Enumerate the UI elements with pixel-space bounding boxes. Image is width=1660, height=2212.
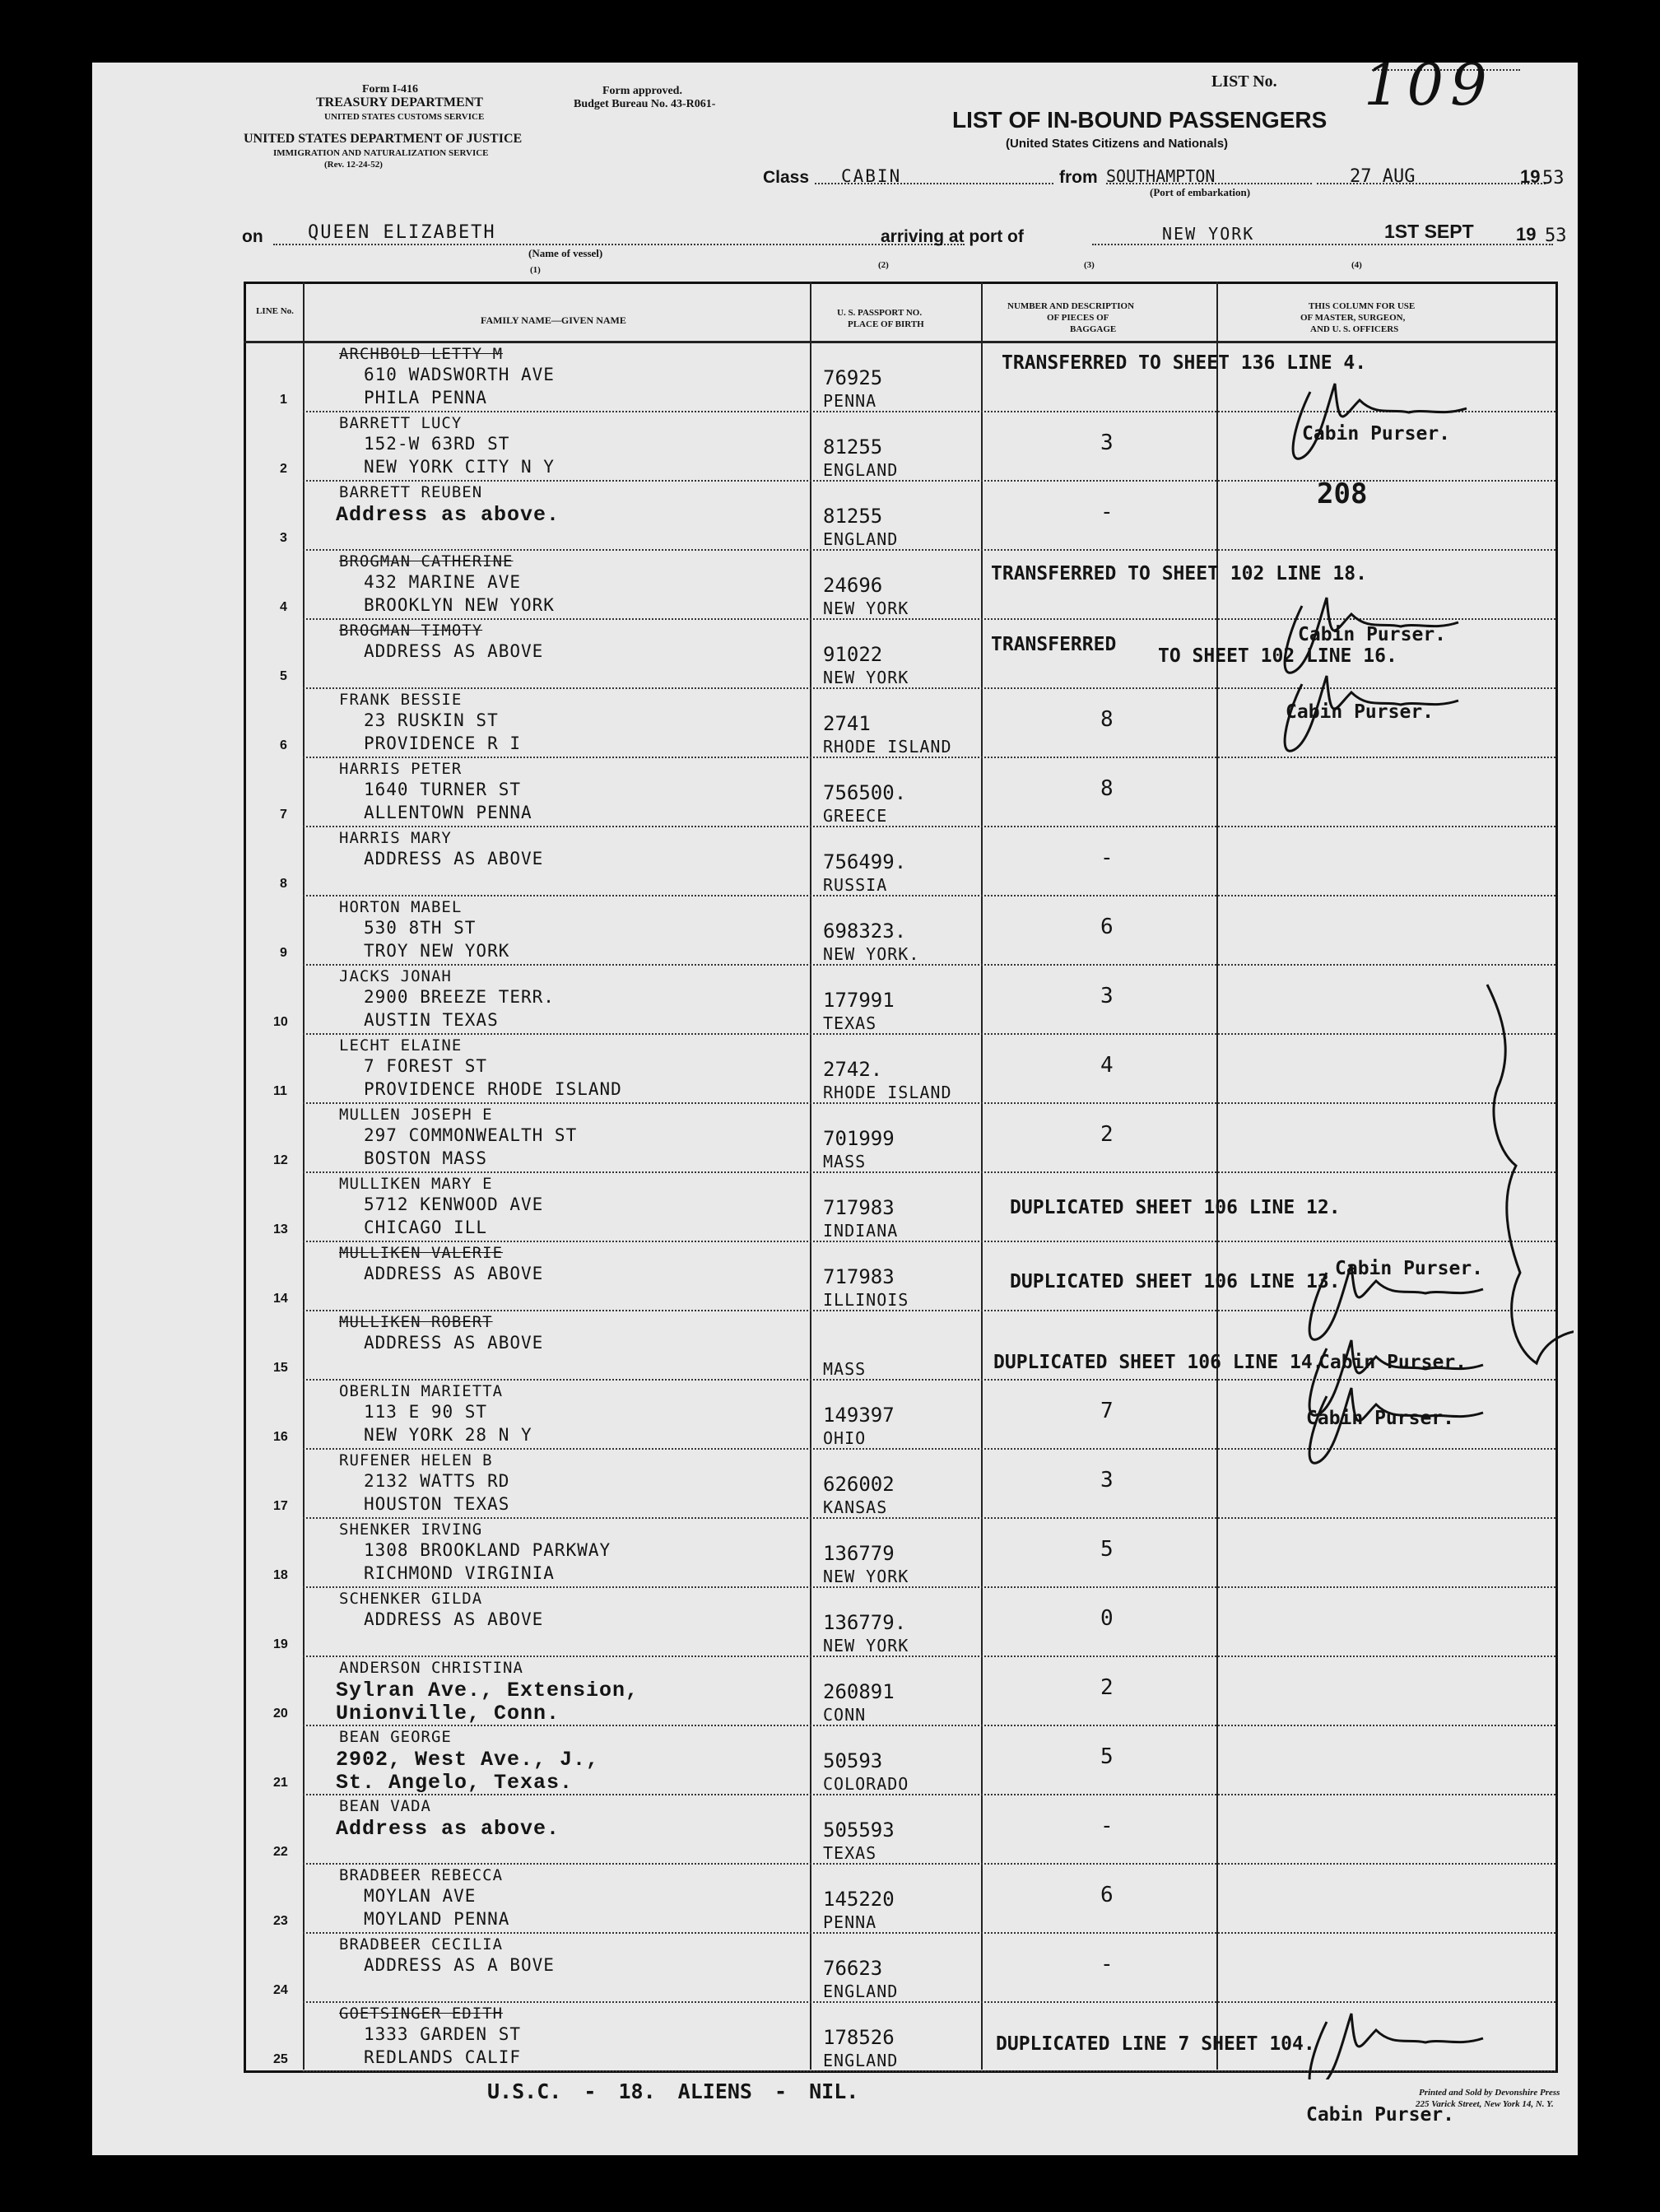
passenger-address-1: 152-W 63RD ST xyxy=(364,434,510,454)
passport-number: 136779 xyxy=(823,1542,895,1565)
line-number: 4 xyxy=(280,600,287,614)
passport-number: 145220 xyxy=(823,1888,895,1911)
passport-number: 717983 xyxy=(823,1265,895,1288)
passenger-address-1: Address as above. xyxy=(336,503,560,527)
passenger-address-1: 113 E 90 ST xyxy=(364,1402,488,1422)
passenger-address-1: 610 WADSWORTH AVE xyxy=(364,365,555,384)
passenger-name: LECHT ELAINE xyxy=(339,1036,463,1055)
document-page xyxy=(92,63,1578,2155)
place-of-birth: CONN xyxy=(823,1705,867,1725)
baggage-count: - xyxy=(1100,500,1114,524)
passenger-address-1: 432 MARINE AVE xyxy=(364,572,522,592)
line-number: 20 xyxy=(273,1707,288,1721)
printer-line-1: Printed and Sold by Devonshire Press xyxy=(1419,2088,1560,2098)
remark-line-13: DUPLICATED SHEET 106 LINE 12. xyxy=(1010,1197,1341,1218)
header-birth: PLACE OF BIRTH xyxy=(848,319,924,329)
baggage-count: 4 xyxy=(1100,1053,1114,1078)
line-number: 19 xyxy=(273,1637,288,1651)
baggage-count: 8 xyxy=(1100,707,1114,732)
depart-year: 53 xyxy=(1542,168,1565,189)
passenger-name: JACKS JONAH xyxy=(339,967,452,985)
header-officer-a: THIS COLUMN FOR USE xyxy=(1309,301,1416,311)
header-line-no: LINE No. xyxy=(256,306,294,316)
arrival-year: 53 xyxy=(1545,226,1567,246)
remark-line-4-purser: Cabin Purser. xyxy=(1298,624,1447,645)
passport-number: 149397 xyxy=(823,1404,895,1427)
remark-line-5-purser: Cabin Purser. xyxy=(1286,701,1434,723)
place-of-birth: ENGLAND xyxy=(823,460,899,480)
baggage-count: 5 xyxy=(1100,1537,1114,1562)
remark-line-25-purser: Cabin Purser. xyxy=(1306,2104,1455,2126)
passenger-name: SCHENKER GILDA xyxy=(339,1590,483,1608)
depart-date: 27 AUG xyxy=(1350,166,1416,187)
passenger-address-1: 297 COMMONWEALTH ST xyxy=(364,1125,578,1145)
baggage-count: 6 xyxy=(1100,915,1114,939)
place-of-birth: NEW YORK xyxy=(823,1636,909,1656)
passenger-name: MULLIKEN MARY E xyxy=(339,1175,493,1193)
line-number: 22 xyxy=(273,1845,288,1859)
line-number: 8 xyxy=(280,877,287,891)
baggage-count: 8 xyxy=(1100,776,1114,801)
passport-number: 136779. xyxy=(823,1611,907,1634)
line-number: 9 xyxy=(280,946,287,960)
baggage-count: 0 xyxy=(1100,1606,1114,1631)
passport-number: 2742. xyxy=(823,1058,883,1081)
place-of-birth: NEW YORK xyxy=(823,598,909,618)
passenger-name: MULLIKEN ROBERT xyxy=(339,1313,493,1331)
header-baggage-a: NUMBER AND DESCRIPTION xyxy=(1007,301,1135,311)
remark-line-1: TRANSFERRED TO SHEET 136 LINE 4. xyxy=(1002,352,1367,374)
passport-number: 756499. xyxy=(823,850,907,873)
remark-line-1-purser: Cabin Purser. xyxy=(1302,423,1451,445)
passenger-address-1: 2900 BREEZE TERR. xyxy=(364,987,555,1007)
budget-bureau: Budget Bureau No. 43-R061- xyxy=(574,98,716,110)
from-label: from xyxy=(1059,168,1098,187)
passport-number: 626002 xyxy=(823,1473,895,1496)
line-number: 3 xyxy=(280,531,287,545)
line-number: 24 xyxy=(273,1983,288,1997)
ins-label: IMMIGRATION AND NATURALIZATION SERVICE xyxy=(273,148,489,158)
baggage-count: 3 xyxy=(1100,1468,1114,1493)
remark-line-15-purser-a: Cabin Purser. xyxy=(1318,1352,1467,1373)
header-baggage-b: OF PIECES OF xyxy=(1047,313,1109,323)
depart-year-prefix: 19 xyxy=(1520,166,1541,187)
passenger-address-1: ADDRESS AS A BOVE xyxy=(364,1955,555,1975)
passenger-name: ARCHBOLD LETTY M xyxy=(339,345,504,363)
passenger-address-2: REDLANDS CALIF xyxy=(364,2047,522,2067)
passenger-address-2: BOSTON MASS xyxy=(364,1148,488,1168)
footer-summary: U.S.C. - 18. ALIENS - NIL. xyxy=(487,2079,859,2103)
passenger-name: BRADBEER REBECCA xyxy=(339,1866,504,1884)
line-number: 6 xyxy=(280,738,287,752)
printer-line-2: 225 Varick Street, New York 14, N. Y. xyxy=(1416,2099,1554,2109)
line-number: 14 xyxy=(273,1292,288,1306)
passport-number: 178526 xyxy=(823,2026,895,2049)
passport-number: 81255 xyxy=(823,435,883,459)
from-value: SOUTHAMPTON xyxy=(1106,166,1216,186)
passenger-address-2: ALLENTOWN PENNA xyxy=(364,803,532,822)
passenger-name: HORTON MABEL xyxy=(339,898,463,916)
rev-label: (Rev. 12-24-52) xyxy=(324,160,383,170)
form-number: Form I-416 xyxy=(362,83,419,95)
passport-number: 76623 xyxy=(823,1957,883,1980)
passenger-name: BRADBEER CECILIA xyxy=(339,1935,504,1954)
line-number: 25 xyxy=(273,2052,288,2066)
remark-line-4: TRANSFERRED TO SHEET 102 LINE 18. xyxy=(991,563,1367,584)
col-marker-1: (1) xyxy=(530,265,541,275)
header-passport: U. S. PASSPORT NO. xyxy=(837,308,923,318)
baggage-count: - xyxy=(1100,1814,1114,1838)
baggage-count: 2 xyxy=(1100,1122,1114,1147)
passport-number: 260891 xyxy=(823,1680,895,1703)
passenger-address-2: CHICAGO ILL xyxy=(364,1218,488,1237)
passenger-address-2: AUSTIN TEXAS xyxy=(364,1010,499,1030)
passenger-address-2: BROOKLYN NEW YORK xyxy=(364,595,555,615)
line-number: 7 xyxy=(280,808,287,822)
class-label: Class xyxy=(763,168,810,187)
port-embark-label: (Port of embarkation) xyxy=(1150,186,1251,198)
class-value: CABIN xyxy=(841,166,902,186)
place-of-birth: NEW YORK xyxy=(823,1567,909,1586)
passenger-address-1: 7 FOREST ST xyxy=(364,1056,488,1076)
remark-line-5: TRANSFERRED xyxy=(991,634,1117,655)
line-number: 5 xyxy=(280,669,287,683)
passenger-address-1: Sylran Ave., Extension, xyxy=(336,1679,639,1702)
line-number: 23 xyxy=(273,1914,288,1928)
passport-number: 81255 xyxy=(823,505,883,528)
passenger-address-1: 2132 WATTS RD xyxy=(364,1471,510,1491)
arrival-year-prefix: 19 xyxy=(1516,224,1537,244)
passenger-address-2: PHILA PENNA xyxy=(364,388,488,407)
form-approved: Form approved. xyxy=(602,85,682,97)
header-baggage-c: BAGGAGE xyxy=(1070,324,1117,334)
passenger-address-1: 1333 GARDEN ST xyxy=(364,2024,522,2044)
header-officer-b: OF MASTER, SURGEON, xyxy=(1300,313,1406,323)
purser-signatures xyxy=(1220,342,1574,2079)
place-of-birth: PENNA xyxy=(823,1912,877,1932)
place-of-birth: MASS xyxy=(823,1359,867,1379)
form-subtitle: (United States Citizens and Nationals) xyxy=(1006,137,1229,151)
col-marker-3: (3) xyxy=(1084,260,1095,270)
line-number: 1 xyxy=(280,393,287,407)
place-of-birth: TEXAS xyxy=(823,1013,877,1033)
passport-number: 717983 xyxy=(823,1196,895,1219)
baggage-count: 7 xyxy=(1100,1399,1114,1423)
passenger-name: SHENKER IRVING xyxy=(339,1520,483,1539)
line-number: 13 xyxy=(273,1222,288,1236)
customs-label: UNITED STATES CUSTOMS SERVICE xyxy=(324,112,485,122)
place-of-birth: OHIO xyxy=(823,1428,867,1448)
on-label: on xyxy=(242,227,263,246)
passenger-address-2: HOUSTON TEXAS xyxy=(364,1494,510,1514)
passenger-address-1: ADDRESS AS ABOVE xyxy=(364,1609,544,1629)
passenger-name: HARRIS PETER xyxy=(339,760,463,778)
passport-number: 50593 xyxy=(823,1749,883,1772)
passport-number: 177991 xyxy=(823,989,895,1012)
passenger-address-1: 1640 TURNER ST xyxy=(364,780,522,799)
arrival-date: 1ST SEPT xyxy=(1384,221,1474,242)
vessel-label: (Name of vessel) xyxy=(528,247,603,259)
passenger-address-2: PROVIDENCE RHODE ISLAND xyxy=(364,1079,622,1099)
line-number: 21 xyxy=(273,1776,288,1790)
passenger-address-2: PROVIDENCE R I xyxy=(364,733,522,753)
passenger-address-2: Unionville, Conn. xyxy=(336,1702,560,1725)
passenger-name: RUFENER HELEN B xyxy=(339,1451,493,1469)
passport-number: 91022 xyxy=(823,643,883,666)
passport-number: 701999 xyxy=(823,1127,895,1150)
passport-number: 2741 xyxy=(823,712,871,735)
passenger-address-1: ADDRESS AS ABOVE xyxy=(364,1333,544,1353)
passenger-address-2: NEW YORK CITY N Y xyxy=(364,457,555,477)
place-of-birth: ILLINOIS xyxy=(823,1290,909,1310)
baggage-count: 2 xyxy=(1100,1675,1114,1700)
passenger-address-2: MOYLAND PENNA xyxy=(364,1909,510,1929)
place-of-birth: RUSSIA xyxy=(823,875,888,895)
header-officer-c: AND U. S. OFFICERS xyxy=(1310,324,1399,334)
passenger-name: BARRETT LUCY xyxy=(339,414,463,432)
passenger-name: OBERLIN MARIETTA xyxy=(339,1382,504,1400)
place-of-birth: ENGLAND xyxy=(823,1981,899,2001)
passenger-address-1: ADDRESS AS ABOVE xyxy=(364,641,544,661)
remark-line-15: DUPLICATED SHEET 106 LINE 14. xyxy=(993,1352,1324,1373)
list-number-handwritten: 109 xyxy=(1364,63,1494,119)
line-number: 10 xyxy=(273,1015,288,1029)
place-of-birth: MASS xyxy=(823,1152,867,1171)
baggage-count: 3 xyxy=(1100,984,1114,1008)
remark-line-15-purser-b: Cabin Purser. xyxy=(1306,1408,1455,1429)
line-number: 2 xyxy=(280,462,287,476)
line-number: 16 xyxy=(273,1430,288,1444)
treasury-label: TREASURY DEPARTMENT xyxy=(316,95,483,109)
place-of-birth: KANSAS xyxy=(823,1497,888,1517)
passenger-address-1: ADDRESS AS ABOVE xyxy=(364,849,544,869)
line-number: 11 xyxy=(273,1084,287,1098)
place-of-birth: NEW YORK xyxy=(823,668,909,687)
justice-label: UNITED STATES DEPARTMENT OF JUSTICE xyxy=(244,132,523,146)
col-marker-2: (2) xyxy=(878,260,889,270)
passenger-name: BROGMAN TIMOTY xyxy=(339,622,483,640)
remark-line-25: DUPLICATED LINE 7 SHEET 104. xyxy=(996,2033,1315,2055)
passenger-address-1: 530 8TH ST xyxy=(364,918,477,938)
baggage-count: 3 xyxy=(1100,431,1114,455)
passport-number: 505593 xyxy=(823,1818,895,1842)
passenger-address-1: 1308 BROOKLAND PARKWAY xyxy=(364,1540,611,1560)
passenger-name: MULLEN JOSEPH E xyxy=(339,1106,493,1124)
list-no-label: LIST No. xyxy=(1211,72,1277,91)
passenger-name: BEAN GEORGE xyxy=(339,1728,452,1746)
place-of-birth: PENNA xyxy=(823,391,877,411)
passenger-address-1: 2902, West Ave., J., xyxy=(336,1748,600,1772)
col-marker-4: (4) xyxy=(1351,260,1362,270)
baggage-count: 5 xyxy=(1100,1744,1114,1769)
line-number: 15 xyxy=(273,1361,288,1375)
passenger-address-1: Address as above. xyxy=(336,1817,560,1841)
passenger-address-2: RICHMOND VIRGINIA xyxy=(364,1563,555,1583)
remark-line-2-number: 208 xyxy=(1317,477,1368,510)
line-number: 17 xyxy=(273,1499,288,1513)
place-of-birth: RHODE ISLAND xyxy=(823,737,952,757)
passenger-address-1: 23 RUSKIN ST xyxy=(364,710,499,730)
arriving-label: arriving at port of xyxy=(881,227,1024,246)
place-of-birth: ENGLAND xyxy=(823,2051,899,2070)
passenger-address-2: NEW YORK 28 N Y xyxy=(364,1425,532,1445)
baggage-count: - xyxy=(1100,845,1114,870)
line-number: 12 xyxy=(273,1153,288,1167)
place-of-birth: INDIANA xyxy=(823,1221,899,1241)
place-of-birth: COLORADO xyxy=(823,1774,909,1794)
remark-line-14: DUPLICATED SHEET 106 LINE 13. xyxy=(1010,1271,1341,1292)
vessel-name: QUEEN ELIZABETH xyxy=(308,222,496,243)
passenger-name: BEAN VADA xyxy=(339,1797,431,1815)
remark-line-5-sheet: TO SHEET 102 LINE 16. xyxy=(1158,645,1397,667)
passport-number: 756500. xyxy=(823,781,907,804)
place-of-birth: GREECE xyxy=(823,806,888,826)
passenger-address-2: St. Angelo, Texas. xyxy=(336,1771,574,1795)
passenger-name: BROGMAN CATHERINE xyxy=(339,552,514,570)
passenger-name: GOETSINGER EDITH xyxy=(339,2005,504,2023)
passenger-address-1: MOYLAN AVE xyxy=(364,1886,477,1906)
baggage-count: 6 xyxy=(1100,1883,1114,1907)
arrival-port: NEW YORK xyxy=(1162,224,1255,244)
passenger-name: HARRIS MARY xyxy=(339,829,452,847)
passenger-name: BARRETT REUBEN xyxy=(339,483,483,501)
passenger-address-1: ADDRESS AS ABOVE xyxy=(364,1264,544,1283)
place-of-birth: TEXAS xyxy=(823,1843,877,1863)
passenger-name: ANDERSON CHRISTINA xyxy=(339,1659,523,1677)
place-of-birth: RHODE ISLAND xyxy=(823,1083,952,1102)
passenger-address-2: TROY NEW YORK xyxy=(364,941,510,961)
form-title: LIST OF IN-BOUND PASSENGERS xyxy=(952,107,1328,133)
place-of-birth: ENGLAND xyxy=(823,529,899,549)
passenger-name: MULLIKEN VALERIE xyxy=(339,1244,504,1262)
line-number: 18 xyxy=(273,1568,288,1582)
passport-number: 698323. xyxy=(823,920,907,943)
baggage-count: - xyxy=(1100,1952,1114,1977)
passport-number: 76925 xyxy=(823,366,883,389)
passenger-address-1: 5712 KENWOOD AVE xyxy=(364,1194,544,1214)
remark-line-13-purser: Cabin Purser. xyxy=(1335,1258,1484,1279)
passport-number: 24696 xyxy=(823,574,883,597)
place-of-birth: NEW YORK. xyxy=(823,944,920,964)
header-name: FAMILY NAME—GIVEN NAME xyxy=(481,314,626,326)
passenger-name: FRANK BESSIE xyxy=(339,691,463,709)
